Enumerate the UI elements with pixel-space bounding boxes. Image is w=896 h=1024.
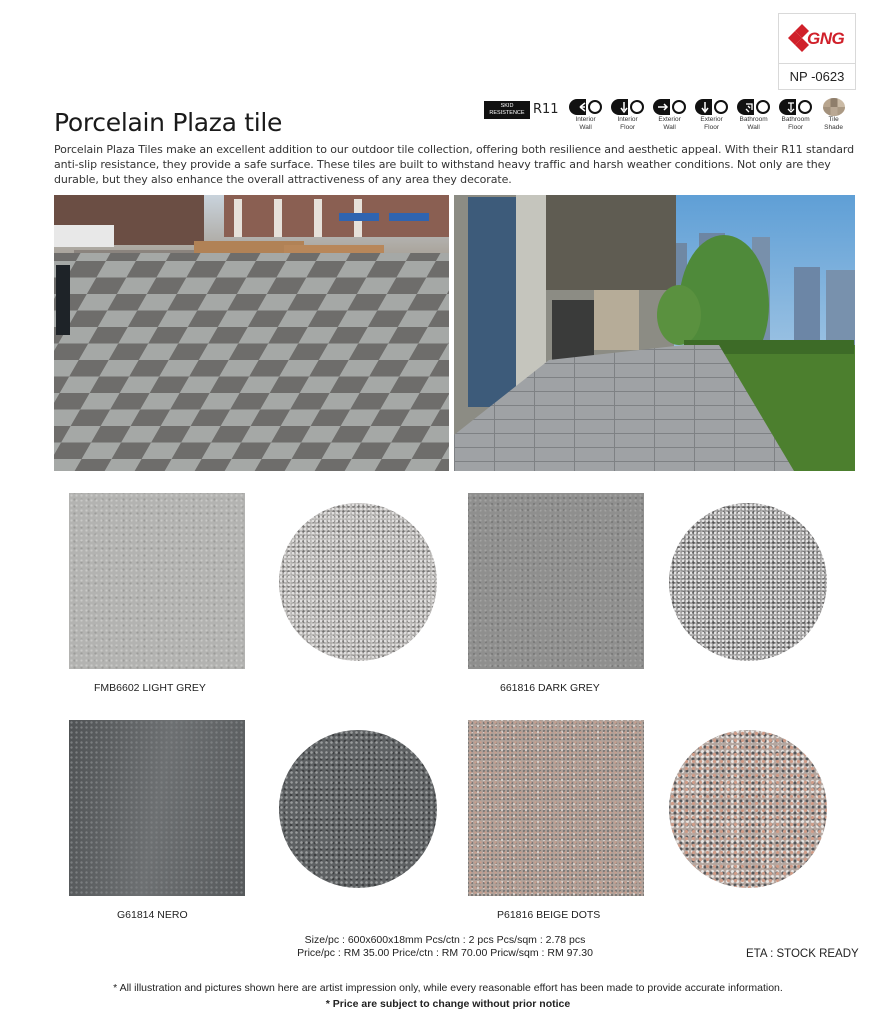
- usage-bathroom-wall: Bathroom Wall: [733, 98, 775, 132]
- usage-interior-wall: Interior Wall: [565, 98, 607, 132]
- illustration-disclaimer: * All illustration and pictures shown here are artist impression only, while every reasonable effort has been made to provide accurate information.: [113, 982, 783, 994]
- price-spec: Price/pc : RM 35.00 Price/ctn : RM 70.00 Pricw/sqm : RM 97.30: [297, 947, 593, 959]
- exterior-floor-icon: [694, 98, 730, 116]
- skid-rating: R11: [533, 102, 559, 117]
- interior-floor-icon: [610, 98, 646, 116]
- tile-swatch-nero: [69, 720, 245, 896]
- exterior-wall-icon: [652, 98, 688, 116]
- bathroom-wall-icon: [736, 98, 772, 116]
- brand-logo-box: [778, 13, 856, 90]
- tile-shade: Tile Shade: [817, 98, 851, 132]
- tile-swatch-beige-dots: [468, 720, 644, 896]
- usage-exterior-wall: Exterior Wall: [649, 98, 691, 132]
- eta-status: ETA : STOCK READY: [746, 948, 859, 960]
- walkway-scene-illustration: [454, 195, 855, 471]
- tile-swatch-light-grey: [69, 493, 245, 669]
- tile-shade-icon: [823, 98, 845, 116]
- tile-label: G61814 NERO: [117, 909, 188, 921]
- tile-label: P61816 BEIGE DOTS: [497, 909, 601, 921]
- usage-bathroom-floor: Bathroom Floor: [775, 98, 817, 132]
- tile-label: FMB6602 LIGHT GREY: [94, 682, 206, 694]
- interior-wall-icon: [568, 98, 604, 116]
- size-packing-spec: Size/pc : 600x600x18mm Pcs/ctn : 2 pcs Pcs/sqm : 2.78 pcs: [304, 934, 586, 946]
- usage-icons-row: [484, 98, 851, 140]
- page-title: Porcelain Plaza tile: [54, 108, 283, 137]
- plaza-scene-illustration: [54, 195, 449, 471]
- product-code: NP -0623: [789, 69, 845, 84]
- brand-name: GNG: [807, 29, 845, 48]
- product-specs: [285, 934, 605, 960]
- tile-closeup-dark-grey: [669, 503, 827, 661]
- bathroom-floor-icon: [778, 98, 814, 116]
- plaza-checkerboard-photo: [54, 195, 449, 471]
- tile-closeup-beige-dots: [669, 730, 827, 888]
- brand-logo: [779, 14, 855, 64]
- skid-resistance-badge: SKID RESISTENCE: [484, 101, 530, 119]
- tile-closeup-light-grey: [279, 503, 437, 661]
- tile-swatch-dark-grey: [468, 493, 644, 669]
- tile-closeup-nero: [279, 730, 437, 888]
- usage-exterior-floor: Exterior Floor: [691, 98, 733, 132]
- product-description: Porcelain Plaza Tiles make an excellent addition to our outdoor tile collection, offering both resilience and aesthetic appeal. With their R11 standard anti-slip resistance, they provide a safe surface. These tiles are built to withstand heavy traffic and harsh weather conditions. Not only are they durable, but they also enhance the overall attractiveness of any area they decorate.: [54, 143, 854, 186]
- tile-label: 661816 DARK GREY: [500, 682, 600, 694]
- building-walkway-photo: [454, 195, 855, 471]
- usage-interior-floor: Interior Floor: [607, 98, 649, 132]
- price-disclaimer: * Price are subject to change without prior notice: [325, 998, 571, 1010]
